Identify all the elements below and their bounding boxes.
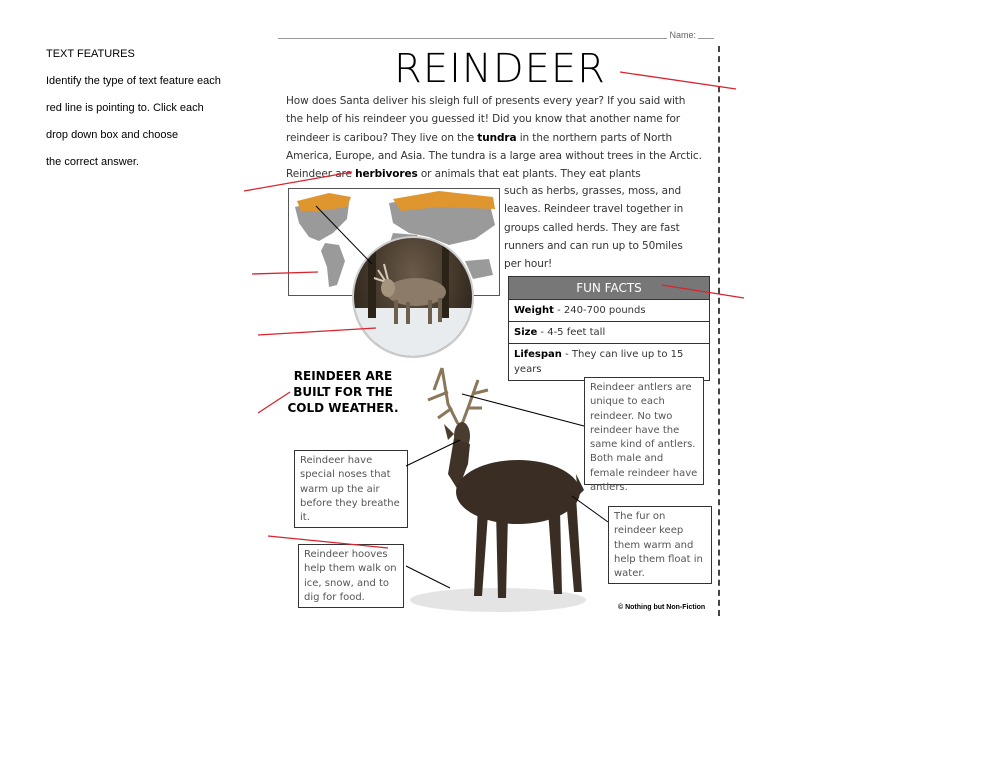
fact-value: - They can live up to 15 years	[514, 349, 684, 375]
para-text: in the northern parts of	[516, 131, 644, 144]
para-line: America, Europe, and Asia. The tundra is a large area without trees in the Arctic.	[286, 149, 702, 162]
bold-word-herbivores: herbivores	[355, 168, 418, 181]
fact-label: Size	[514, 327, 538, 338]
callout-noses: Reindeer have special noses that warm up the air before they breathe it.	[294, 450, 408, 528]
hooves-connector-line	[406, 566, 450, 588]
para-text: North	[643, 131, 673, 144]
map-connector-line	[316, 206, 372, 264]
red-pointer-heading	[258, 392, 290, 413]
red-pointer-callout	[268, 536, 388, 548]
worksheet-title: REINDEER	[394, 46, 606, 92]
para-line: the help of his reindeer you guessed it! Did you know that another name for	[286, 113, 681, 126]
para-text: or animals that eat plants. They eat plants	[417, 168, 641, 181]
para-line: such as herbs, grasses, moss, and	[504, 185, 682, 197]
para-line: runners and can run up to 50miles	[504, 239, 683, 252]
red-pointer-photo	[258, 328, 376, 335]
instructions-line: red line is pointing to. Click each	[46, 102, 204, 114]
antlers-connector-line	[462, 394, 584, 426]
fur-connector-line	[572, 496, 608, 522]
para-line: per hour!	[504, 258, 553, 271]
bold-word-tundra: tundra	[477, 131, 517, 144]
fact-label: Weight	[514, 305, 554, 316]
callout-hooves: Reindeer hooves help them walk on ice, snow, and to dig for food.	[298, 544, 404, 608]
red-pointer-fun-facts	[662, 285, 744, 298]
red-pointer-bold-word	[244, 172, 352, 191]
built-heading: REINDEER ARE BUILT FOR THE COLD WEATHER.	[287, 369, 399, 415]
para-line: How does Santa deliver his sleigh full of presents every year? If you said with	[286, 95, 686, 107]
para-text: reindeer is caribou? They live on the	[286, 131, 478, 144]
red-pointer-title	[620, 72, 736, 89]
fun-facts-heading: FUN FACTS	[509, 277, 709, 299]
instructions-line: Identify the type of text feature each	[46, 75, 221, 87]
red-pointer-map	[252, 272, 318, 274]
credit-text: © Nothing but Non-Fiction	[618, 604, 706, 611]
instructions-heading: TEXT FEATURES	[46, 48, 135, 60]
para-line: leaves. Reindeer travel together in	[504, 203, 684, 216]
nose-connector-line	[406, 440, 460, 466]
fact-value: - 240-700 pounds	[553, 305, 646, 316]
fact-label: Lifespan	[514, 349, 562, 360]
para-text: Reindeer are	[286, 168, 356, 181]
para-line: groups called herds. They are fast	[504, 221, 680, 234]
name-label: Name:	[669, 30, 696, 40]
callout-antlers: Reindeer antlers are unique to each reindeer. No two reindeer have the same kind of antlers. Both male and female reindeer have antlers.	[584, 377, 704, 485]
instructions-line: drop down box and choose	[46, 129, 179, 141]
callout-fur: The fur on reindeer keep them warm and help them float in water.	[608, 506, 712, 584]
fact-value: - 4-5 feet tall	[537, 327, 606, 338]
instructions-line: the correct answer.	[46, 156, 139, 168]
